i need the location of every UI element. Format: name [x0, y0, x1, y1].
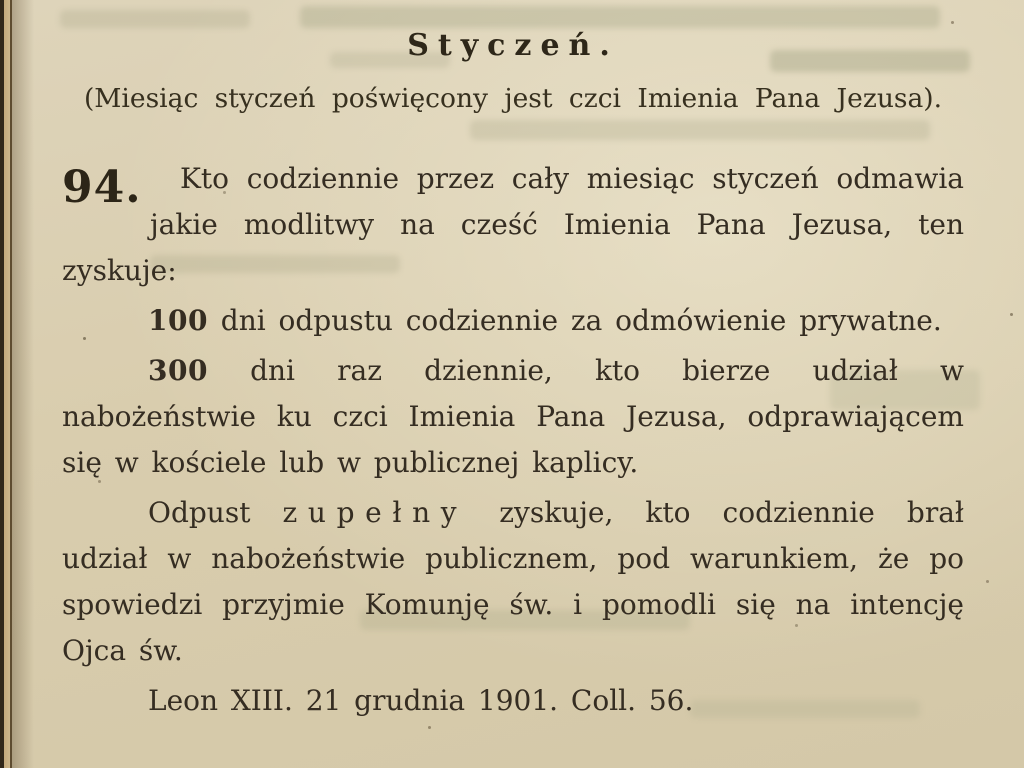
source-citation: Leon XIII. 21 grudnia 1901. Coll. 56.	[148, 684, 694, 717]
grant-300-days-value: 300	[148, 354, 208, 387]
plenary-pre-text: Odpust	[148, 496, 283, 529]
month-heading: Styczeń.	[407, 28, 619, 63]
month-dedication: (Miesiąc styczeń poświęcony jest czci Imienia Pana Jezusa).	[83, 83, 943, 114]
plenary-post-text: zyskuje, kto codziennie brał udział w nabożeństwie publicznem, pod warunkiem, że po spowiedzi przyjmie Komunję św. i pomodli się na intencję Ojca św.	[62, 496, 964, 667]
grant-100-days-text: dni odpustu codziennie za odmówienie prywatne.	[207, 304, 942, 337]
entry-intro-paragraph: Kto codziennie przez cały miesiąc styczeń odmawia jakie modlitwy na cześć Imienia Pana Jezusa, ten zyskuje:	[62, 162, 964, 287]
indulgence-entry	[62, 156, 964, 724]
book-page	[62, 0, 964, 724]
plenary-indulgence-paragraph	[62, 490, 964, 674]
grant-300-days-text: dni raz dziennie, kto bierze udział w nabożeństwie ku czci Imienia Pana Jezusa, odprawiającem się w kościele lub w publicznej kaplicy.	[62, 354, 964, 479]
grant-100-days-value: 100	[148, 304, 208, 337]
grant-300-days-paragraph	[62, 348, 964, 486]
grant-100-days-paragraph	[62, 298, 964, 344]
page-edge-shadow	[12, 0, 34, 768]
plenary-emphasis-word: zupełny	[282, 496, 468, 529]
entry-number: 94.	[62, 162, 142, 213]
